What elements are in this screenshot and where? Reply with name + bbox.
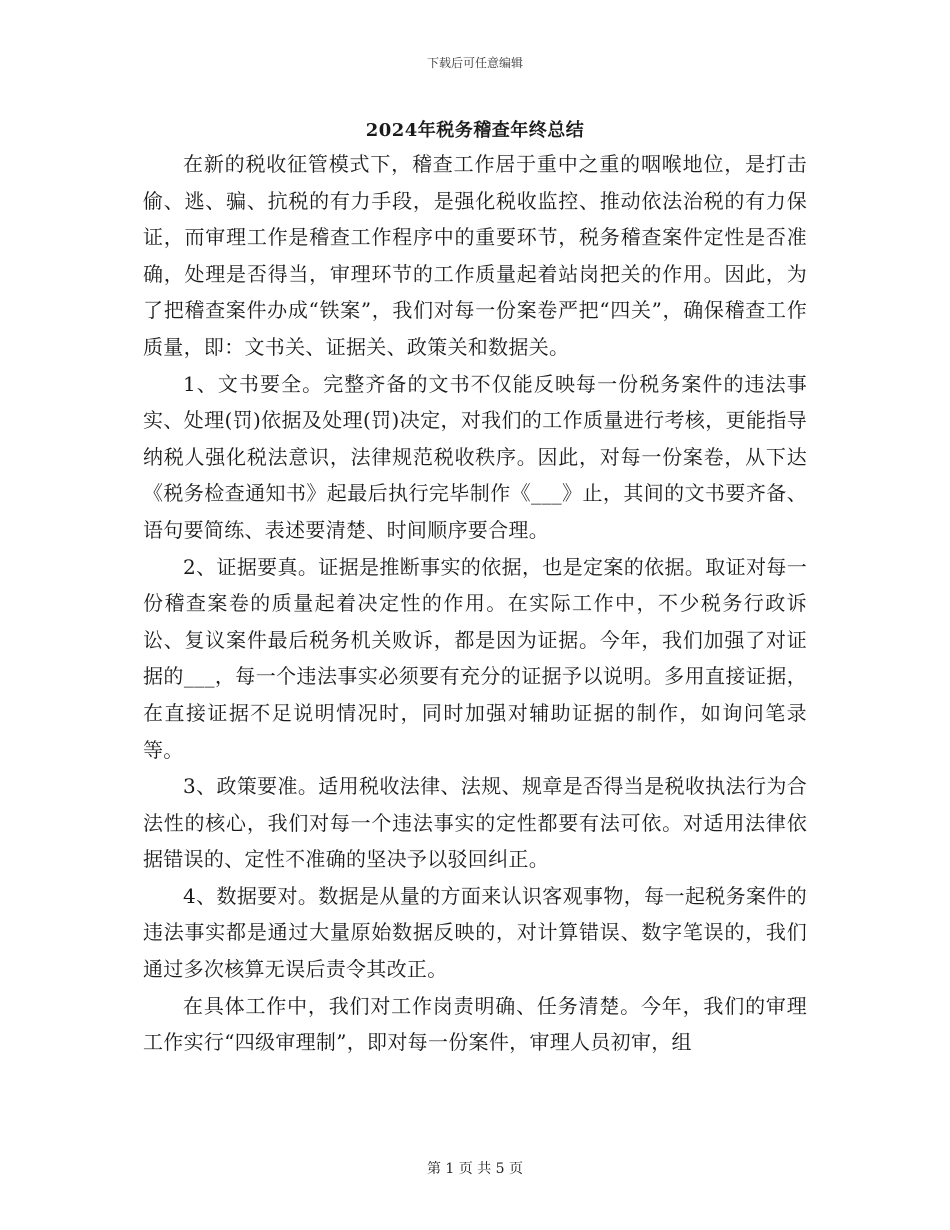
- page-number: 第 1 页 共 5 页: [426, 1161, 524, 1177]
- paragraph-data: 4、数据要对。数据是从量的方面来认识客观事物，每一起税务案件的违法事实都是通过大量原始数据反映的，对计算错误、数字笔误的，我们通过多次核算无误后责令其改正。: [143, 883, 807, 982]
- paragraph-documents: 1、文书要全。完整齐备的文书不仅能反映每一份税务案件的违法事实、处理(罚)依据及处理(罚)决定，对我们的工作质量进行考核，更能指导纳税人强化税法意识，法律规范税收秩序。因此，对每一份案卷，从下达《税务检查通知书》起最后执行完毕制作《___》止，其间的文书要齐备、语句要简练、表述要清楚、时间顺序要合理。: [143, 371, 807, 542]
- document-title: 2024年税务稽查年终总结: [365, 120, 585, 141]
- paragraph-evidence: 2、证据要真。证据是推断事实的依据，也是定案的依据。取证对每一份稽查案卷的质量起着决定性的作用。在实际工作中，不少税务行政诉讼、复议案件最后税务机关败诉，都是因为证据。今年，我们加强了对证据的___，每一个违法事实必须要有充分的证据予以说明。多用直接证据，在直接证据不足说明情况时，同时加强对辅助证据的制作，如询问笔录等。: [143, 554, 807, 762]
- document-body: [143, 146, 807, 1061]
- header-note: 下载后可任意编辑: [426, 56, 523, 70]
- paragraph-intro: 在新的税收征管模式下，稽查工作居于重中之重的咽喉地位，是打击偷、逃、骗、抗税的有力手段，是强化税收监控、推动依法治税的有力保证，而审理工作是稽查工作程序中的重要环节，税务稽查案件定性是否准确，处理是否得当，审理环节的工作质量起着站岗把关的作用。因此，为了把稽查案件办成“铁案”，我们对每一份案卷严把“四关”，确保稽查工作质量，即：文书关、证据关、政策关和数据关。: [143, 152, 807, 359]
- paragraph-work-duties: 在具体工作中，我们对工作岗责明确、任务清楚。今年，我们的审理工作实行“四级审理制”，即对每一份案件，审理人员初审，组: [143, 993, 807, 1055]
- paragraph-policy: 3、政策要准。适用税收法律、法规、规章是否得当是税收执法行为合法性的核心，我们对每一个违法事实的定性都要有法可依。对适用法律依据错误的、定性不准确的坚决予以驳回纠正。: [143, 774, 807, 872]
